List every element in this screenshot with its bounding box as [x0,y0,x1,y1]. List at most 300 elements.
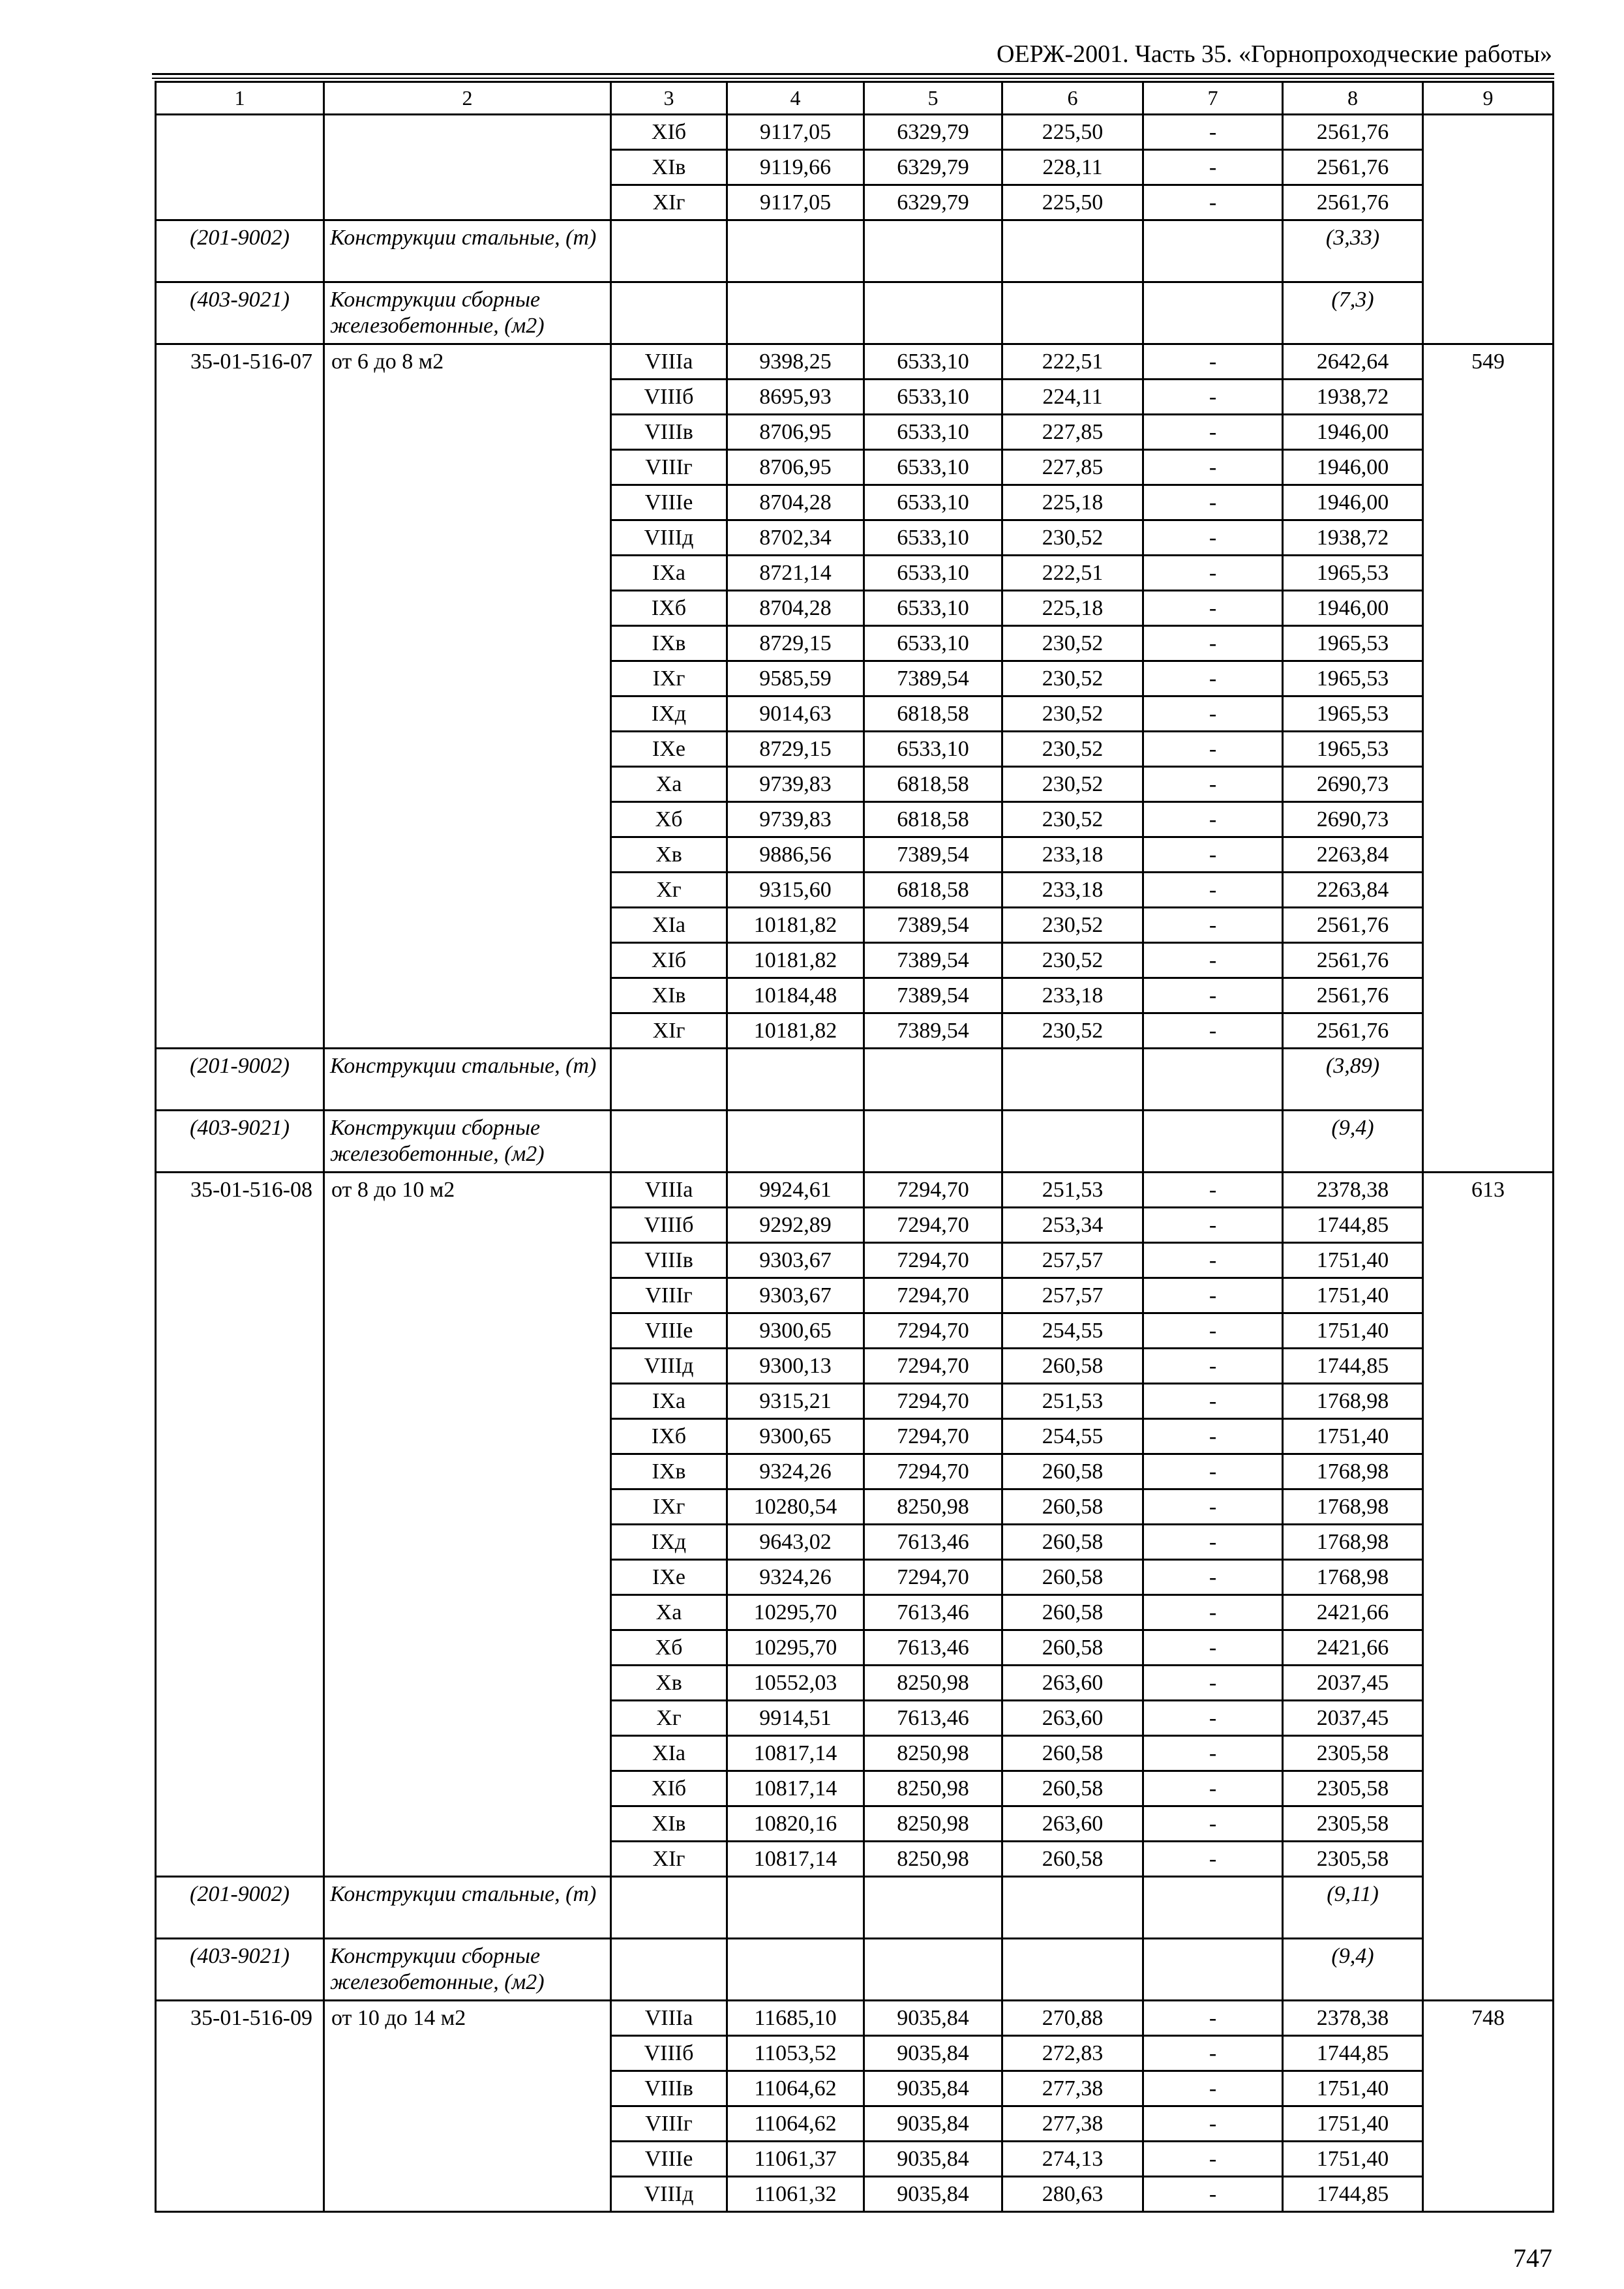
cell-col5: 7613,46 [864,1630,1002,1666]
cell-col7: - [1143,1771,1283,1806]
cell-col6: 260,58 [1002,1595,1143,1630]
cell-col4: 9119,66 [727,150,864,185]
cell-col4: 10181,82 [727,1013,864,1049]
cell-col7: - [1143,2071,1283,2106]
cell-col4: 10817,14 [727,1771,864,1806]
rate-description [324,115,611,220]
resource-name: Конструкции сборные железобетонные, (м2) [324,282,611,344]
rock-category: VIIIв [611,2071,727,2106]
cell-col8: 2561,76 [1283,185,1423,220]
resource-row [156,220,1554,282]
rock-category: XIб [611,943,727,978]
cell-col4: 9303,67 [727,1278,864,1313]
cell-col4: 10552,03 [727,1666,864,1701]
cell-col4: 9324,26 [727,1560,864,1595]
empty-cell [611,282,727,344]
cell-col4: 8721,14 [727,556,864,591]
cell-col6: 228,11 [1002,150,1143,185]
cell-col9: 613 [1423,1173,1554,2001]
cell-col6: 230,52 [1002,943,1143,978]
rock-category: IXб [611,591,727,626]
cell-col4: 9398,25 [727,344,864,380]
cell-col4: 8702,34 [727,520,864,556]
cell-col6: 230,52 [1002,626,1143,661]
cell-col6: 230,52 [1002,732,1143,767]
cell-col6: 230,52 [1002,661,1143,696]
rate-code: 35-01-516-08 [156,1173,324,1877]
cell-col6: 227,85 [1002,450,1143,485]
rock-category: Xв [611,1666,727,1701]
cell-col8: 1946,00 [1283,450,1423,485]
cell-col7: - [1143,1313,1283,1349]
empty-cell [727,1939,864,2001]
cell-col7: - [1143,1489,1283,1525]
rock-category: VIIIе [611,1313,727,1349]
cell-col5: 8250,98 [864,1489,1002,1525]
column-number-row [156,82,1554,115]
cell-col8: 2037,45 [1283,1701,1423,1736]
cell-col4: 10295,70 [727,1595,864,1630]
cell-col4: 11053,52 [727,2036,864,2071]
cell-col5: 6533,10 [864,380,1002,415]
cell-col4: 10817,14 [727,1842,864,1877]
cell-col5: 6533,10 [864,485,1002,520]
cell-col8: 1744,85 [1283,2036,1423,2071]
cell-col8: 2561,76 [1283,115,1423,150]
rock-category: VIIIг [611,1278,727,1313]
resource-code: (403-9021) [156,1111,324,1173]
resource-row [156,1939,1554,2001]
cell-col7: - [1143,2001,1283,2036]
cell-col4: 9739,83 [727,767,864,802]
cell-col7: - [1143,1701,1283,1736]
cell-col6: 233,18 [1002,873,1143,908]
cell-col6: 230,52 [1002,520,1143,556]
cell-col7: - [1143,1630,1283,1666]
cell-col7: - [1143,1806,1283,1842]
cell-col5: 7389,54 [864,908,1002,943]
running-header: ОЕРЖ-2001. Часть 35. «Горнопроходческие работы» [997,40,1552,68]
cell-col5: 6533,10 [864,415,1002,450]
cell-col5: 7294,70 [864,1278,1002,1313]
cell-col8: 1751,40 [1283,2142,1423,2177]
rock-category: IXг [611,1489,727,1525]
cell-col5: 7294,70 [864,1173,1002,1208]
cell-col6: 274,13 [1002,2142,1143,2177]
rock-category: IXб [611,1419,727,1454]
cell-col6: 230,52 [1002,802,1143,837]
cell-col4: 9886,56 [727,837,864,873]
rock-category: XIб [611,1771,727,1806]
empty-cell [1002,220,1143,282]
cell-col5: 7613,46 [864,1525,1002,1560]
empty-cell [864,1877,1002,1939]
cell-col4: 8704,28 [727,485,864,520]
cell-col8: 1768,98 [1283,1489,1423,1525]
rate-description: от 8 до 10 м2 [324,1173,611,1877]
cell-col7: - [1143,908,1283,943]
cell-col6: 263,60 [1002,1806,1143,1842]
cell-col5: 6818,58 [864,873,1002,908]
empty-cell [1002,1877,1143,1939]
cell-col5: 9035,84 [864,2106,1002,2142]
empty-cell [1002,1111,1143,1173]
cell-col4: 9014,63 [727,696,864,732]
cell-col6: 270,88 [1002,2001,1143,2036]
cell-col5: 8250,98 [864,1666,1002,1701]
cell-col5: 7389,54 [864,1013,1002,1049]
empty-cell [864,1049,1002,1111]
cell-col8: 2690,73 [1283,802,1423,837]
cell-col7: - [1143,1278,1283,1313]
cell-col8: 2421,66 [1283,1630,1423,1666]
cell-col5: 6533,10 [864,591,1002,626]
cell-col4: 8706,95 [727,415,864,450]
cell-col5: 7389,54 [864,943,1002,978]
empty-cell [864,1111,1002,1173]
empty-cell [727,220,864,282]
cell-col4: 11064,62 [727,2106,864,2142]
rock-category: XIг [611,1842,727,1877]
resource-quantity: (7,3) [1283,282,1423,344]
cell-col5: 6533,10 [864,556,1002,591]
cell-col6: 254,55 [1002,1313,1143,1349]
empty-cell [1143,1111,1283,1173]
cell-col8: 2305,58 [1283,1842,1423,1877]
rock-category: VIIIе [611,485,727,520]
cell-col7: - [1143,1349,1283,1384]
cell-col8: 2263,84 [1283,837,1423,873]
cell-col8: 2378,38 [1283,2001,1423,2036]
cell-col5: 6329,79 [864,115,1002,150]
rock-category: Xб [611,802,727,837]
table-row [156,1173,1554,1208]
rock-category: Xа [611,767,727,802]
cell-col4: 11064,62 [727,2071,864,2106]
table-row [156,344,1554,380]
cell-col4: 10181,82 [727,908,864,943]
cell-col7: - [1143,380,1283,415]
resource-code: (403-9021) [156,282,324,344]
column-header: 4 [727,82,864,115]
empty-cell [864,282,1002,344]
rock-category: VIIIб [611,380,727,415]
column-header: 5 [864,82,1002,115]
rock-category: VIIIг [611,450,727,485]
cell-col7: - [1143,415,1283,450]
empty-cell [611,220,727,282]
rock-category: Xа [611,1595,727,1630]
cell-col6: 263,60 [1002,1701,1143,1736]
rate-code: 35-01-516-09 [156,2001,324,2212]
cell-col5: 7389,54 [864,661,1002,696]
cell-col5: 8250,98 [864,1736,1002,1771]
cell-col6: 257,57 [1002,1278,1143,1313]
rock-category: VIIIв [611,415,727,450]
empty-cell [1143,1049,1283,1111]
cell-col7: - [1143,626,1283,661]
resource-name: Конструкции стальные, (т) [324,1049,611,1111]
cell-col4: 8695,93 [727,380,864,415]
empty-cell [1002,282,1143,344]
rock-category: XIв [611,150,727,185]
cell-col8: 1751,40 [1283,1313,1423,1349]
resource-quantity: (3,33) [1283,220,1423,282]
cell-col8: 1965,53 [1283,732,1423,767]
cell-col4: 10184,48 [727,978,864,1013]
cell-col8: 1768,98 [1283,1384,1423,1419]
cell-col8: 1946,00 [1283,485,1423,520]
header-rule-thin [152,78,1554,79]
cell-col5: 6533,10 [864,520,1002,556]
cell-col7: - [1143,978,1283,1013]
cell-col7: - [1143,1595,1283,1630]
cell-col6: 253,34 [1002,1208,1143,1243]
cell-col7: - [1143,1419,1283,1454]
cell-col8: 2561,76 [1283,943,1423,978]
rates-table-body [156,82,1554,2212]
cell-col8: 1965,53 [1283,626,1423,661]
rock-category: Xг [611,1701,727,1736]
cell-col4: 9643,02 [727,1525,864,1560]
cell-col4: 8729,15 [727,626,864,661]
cell-col6: 230,52 [1002,767,1143,802]
cell-col4: 9914,51 [727,1701,864,1736]
resource-quantity: (9,4) [1283,1939,1423,2001]
cell-col7: - [1143,450,1283,485]
rock-category: IXд [611,1525,727,1560]
cell-col6: 225,50 [1002,115,1143,150]
rock-category: VIIIв [611,1243,727,1278]
cell-col6: 277,38 [1002,2106,1143,2142]
cell-col7: - [1143,1666,1283,1701]
cell-col4: 9739,83 [727,802,864,837]
cell-col9: 549 [1423,344,1554,1173]
rock-category: IXв [611,626,727,661]
cell-col5: 7294,70 [864,1208,1002,1243]
rate-description: от 10 до 14 м2 [324,2001,611,2212]
cell-col5: 7294,70 [864,1313,1002,1349]
column-header: 6 [1002,82,1143,115]
empty-cell [727,1877,864,1939]
cell-col5: 7294,70 [864,1349,1002,1384]
table-row [156,2001,1554,2036]
cell-col6: 224,11 [1002,380,1143,415]
cell-col8: 1768,98 [1283,1525,1423,1560]
cell-col6: 254,55 [1002,1419,1143,1454]
cell-col5: 6818,58 [864,767,1002,802]
page-number: 747 [1513,2243,1552,2273]
cell-col4: 9315,60 [727,873,864,908]
rock-category: Xб [611,1630,727,1666]
rock-category: VIIIб [611,1208,727,1243]
empty-cell [727,1111,864,1173]
cell-col7: - [1143,344,1283,380]
cell-col6: 277,38 [1002,2071,1143,2106]
rock-category: VIIIд [611,2177,727,2212]
cell-col5: 7294,70 [864,1454,1002,1489]
cell-col5: 8250,98 [864,1806,1002,1842]
cell-col8: 2561,76 [1283,150,1423,185]
cell-col6: 230,52 [1002,1013,1143,1049]
cell-col8: 1965,53 [1283,696,1423,732]
cell-col5: 7294,70 [864,1419,1002,1454]
rock-category: Xг [611,873,727,908]
cell-col6: 225,18 [1002,485,1143,520]
cell-col6: 260,58 [1002,1630,1143,1666]
rock-category: XIб [611,115,727,150]
cell-col5: 8250,98 [864,1842,1002,1877]
cell-col9: 748 [1423,2001,1554,2212]
column-header: 9 [1423,82,1554,115]
rock-category: IXд [611,696,727,732]
cell-col7: - [1143,696,1283,732]
cell-col7: - [1143,1454,1283,1489]
cell-col8: 1768,98 [1283,1454,1423,1489]
empty-cell [1143,282,1283,344]
rock-category: VIIIд [611,520,727,556]
rock-category: IXв [611,1454,727,1489]
column-header: 7 [1143,82,1283,115]
empty-cell [611,1877,727,1939]
resource-row [156,1877,1554,1939]
cell-col7: - [1143,520,1283,556]
rock-category: VIIIа [611,1173,727,1208]
rock-category: XIг [611,185,727,220]
cell-col4: 10295,70 [727,1630,864,1666]
empty-cell [1002,1049,1143,1111]
cell-col8: 2305,58 [1283,1771,1423,1806]
cell-col7: - [1143,556,1283,591]
cell-col6: 225,50 [1002,185,1143,220]
resource-row [156,282,1554,344]
cell-col5: 6818,58 [864,802,1002,837]
cell-col6: 233,18 [1002,837,1143,873]
cell-col8: 2305,58 [1283,1806,1423,1842]
cell-col5: 7389,54 [864,837,1002,873]
resource-quantity: (9,11) [1283,1877,1423,1939]
cell-col7: - [1143,185,1283,220]
cell-col5: 8250,98 [864,1771,1002,1806]
empty-cell [727,1049,864,1111]
empty-cell [611,1939,727,2001]
cell-col8: 2561,76 [1283,1013,1423,1049]
rock-category: VIIIа [611,2001,727,2036]
cell-col7: - [1143,1243,1283,1278]
cell-col4: 11685,10 [727,2001,864,2036]
cell-col8: 1751,40 [1283,1243,1423,1278]
cell-col5: 6329,79 [864,150,1002,185]
cell-col6: 230,52 [1002,696,1143,732]
rates-table [155,81,1554,2213]
rock-category: IXа [611,556,727,591]
cell-col8: 1965,53 [1283,556,1423,591]
rock-category: XIа [611,1736,727,1771]
cell-col7: - [1143,591,1283,626]
table-row [156,115,1554,150]
cell-col6: 251,53 [1002,1384,1143,1419]
rock-category: XIв [611,1806,727,1842]
rock-category: XIв [611,978,727,1013]
column-header: 3 [611,82,727,115]
cell-col7: - [1143,1842,1283,1877]
column-header: 2 [324,82,611,115]
column-header: 8 [1283,82,1423,115]
cell-col7: - [1143,661,1283,696]
rock-category: VIIIд [611,1349,727,1384]
cell-col4: 9300,13 [727,1349,864,1384]
resource-name: Конструкции стальные, (т) [324,1877,611,1939]
cell-col7: - [1143,802,1283,837]
cell-col5: 9035,84 [864,2071,1002,2106]
cell-col5: 6533,10 [864,732,1002,767]
resource-name: Конструкции сборные железобетонные, (м2) [324,1939,611,2001]
cell-col6: 260,58 [1002,1736,1143,1771]
cell-col4: 9117,05 [727,185,864,220]
cell-col4: 8729,15 [727,732,864,767]
resource-quantity: (3,89) [1283,1049,1423,1111]
rock-category: VIIIб [611,2036,727,2071]
cell-col6: 260,58 [1002,1349,1143,1384]
cell-col6: 251,53 [1002,1173,1143,1208]
rock-category: IXе [611,1560,727,1595]
cell-col8: 1744,85 [1283,2177,1423,2212]
rock-category: IXа [611,1384,727,1419]
cell-col8: 2561,76 [1283,978,1423,1013]
cell-col6: 257,57 [1002,1243,1143,1278]
cell-col8: 1946,00 [1283,591,1423,626]
cell-col8: 1946,00 [1283,415,1423,450]
cell-col5: 6533,10 [864,626,1002,661]
cell-col7: - [1143,732,1283,767]
cell-col4: 9300,65 [727,1419,864,1454]
cell-col5: 7613,46 [864,1701,1002,1736]
cell-col5: 7294,70 [864,1243,1002,1278]
empty-cell [611,1111,727,1173]
cell-col4: 9303,67 [727,1243,864,1278]
cell-col4: 11061,37 [727,2142,864,2177]
rate-code [156,115,324,220]
cell-col8: 1965,53 [1283,661,1423,696]
cell-col7: - [1143,873,1283,908]
cell-col7: - [1143,1208,1283,1243]
rock-category: XIг [611,1013,727,1049]
cell-col8: 2642,64 [1283,344,1423,380]
cell-col8: 1751,40 [1283,1278,1423,1313]
cell-col4: 8704,28 [727,591,864,626]
empty-cell [1143,220,1283,282]
cell-col7: - [1143,150,1283,185]
column-header: 1 [156,82,324,115]
cell-col5: 9035,84 [864,2142,1002,2177]
resource-name: Конструкции сборные железобетонные, (м2) [324,1111,611,1173]
cell-col6: 260,58 [1002,1771,1143,1806]
empty-cell [1002,1939,1143,2001]
cell-col7: - [1143,115,1283,150]
resource-quantity: (9,4) [1283,1111,1423,1173]
cell-col5: 7613,46 [864,1595,1002,1630]
cell-col4: 10181,82 [727,943,864,978]
cell-col4: 8706,95 [727,450,864,485]
cell-col8: 2421,66 [1283,1595,1423,1630]
cell-col5: 7294,70 [864,1560,1002,1595]
cell-col7: - [1143,1384,1283,1419]
cell-col7: - [1143,1525,1283,1560]
cell-col4: 9300,65 [727,1313,864,1349]
cell-col5: 6533,10 [864,344,1002,380]
cell-col5: 6329,79 [864,185,1002,220]
rate-description: от 6 до 8 м2 [324,344,611,1049]
